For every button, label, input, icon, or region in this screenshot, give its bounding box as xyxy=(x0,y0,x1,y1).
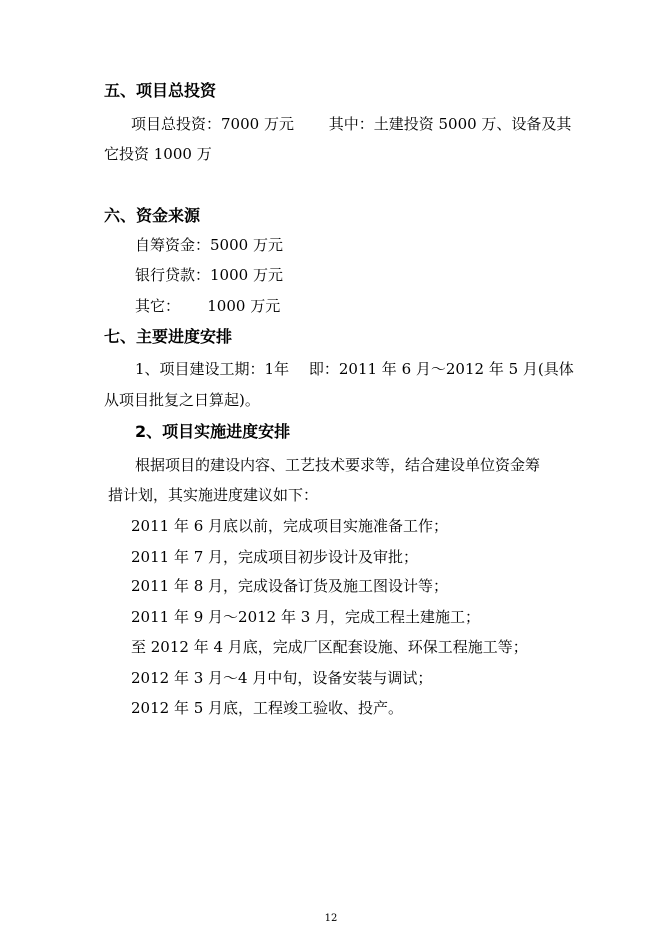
funding-self-raised: 自筹资金：5000 万元 xyxy=(135,236,283,254)
schedule-item: 2012 年 3 月～4 月中旬，设备安装与调试； xyxy=(131,669,433,687)
schedule-intro-line-2: 措计划，其实施进度建议如下： xyxy=(108,486,319,504)
section-investment-heading: 五、项目总投资 xyxy=(104,81,217,100)
schedule-item: 2011 年 6 月底以前，完成项目实施准备工作； xyxy=(131,517,449,535)
schedule-subheading: 2、项目实施进度安排 xyxy=(135,422,291,441)
schedule-item: 至 2012 年 4 月底，完成厂区配套设施、环保工程施工等； xyxy=(131,638,528,656)
schedule-period-line-2: 从项目批复之日算起)。 xyxy=(104,391,260,409)
schedule-item: 2012 年 5 月底，工程竣工验收、投产。 xyxy=(131,699,404,717)
funding-bank-loan: 银行贷款：1000 万元 xyxy=(135,266,283,284)
schedule-item: 2011 年 9 月～2012 年 3 月，完成工程土建施工； xyxy=(131,608,481,626)
page-number: 12 xyxy=(324,913,338,924)
investment-line-2: 它投资 1000 万 xyxy=(104,145,212,163)
section-funding-heading: 六、资金来源 xyxy=(104,206,201,225)
schedule-intro-line-1: 根据项目的建设内容、工艺技术要求等，结合建设单位资金筹 xyxy=(135,456,541,474)
section-schedule-heading: 七、主要进度安排 xyxy=(104,327,233,346)
investment-line-1: 项目总投资：7000 万元 其中：土建投资 5000 万、设备及其 xyxy=(131,115,572,133)
schedule-period-line-1: 1、项目建设工期：1年 即：2011 年 6 月～2012 年 5 月(具体 xyxy=(135,360,574,378)
schedule-item: 2011 年 7 月，完成项目初步设计及审批； xyxy=(131,548,419,566)
funding-other: 其它： 1000 万元 xyxy=(135,297,281,315)
schedule-item: 2011 年 8 月，完成设备订货及施工图设计等； xyxy=(131,577,449,595)
